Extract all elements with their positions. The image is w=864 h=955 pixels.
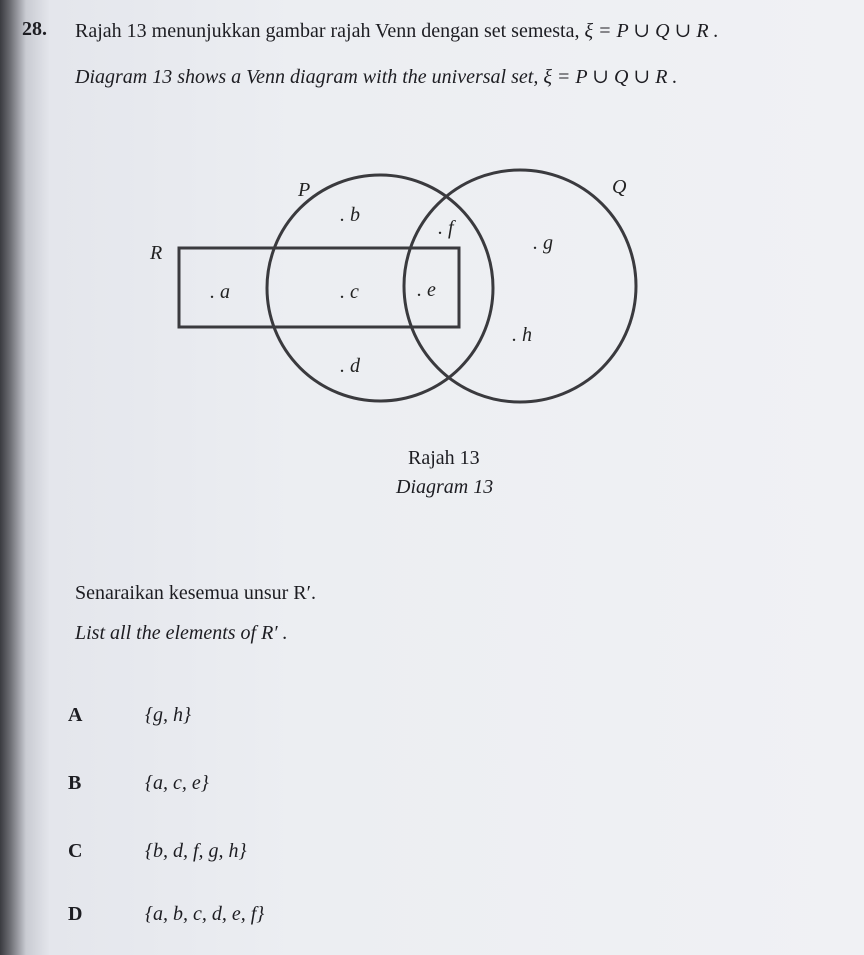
option-letter: B [68, 772, 82, 794]
element-c: . c [340, 281, 359, 303]
element-h: . h [512, 324, 532, 346]
venn-diagram [0, 0, 864, 460]
prompt-malay: Senaraikan kesemua unsur R′. [75, 582, 316, 604]
element-a: . a [210, 281, 230, 303]
label-q: Q [612, 176, 627, 198]
element-e: . e [417, 279, 436, 301]
option-text: {g, h} [145, 704, 191, 726]
option-text: {a, b, c, d, e, f} [145, 903, 265, 925]
option-letter: D [68, 903, 83, 925]
universal-set-formula: ξ = P ∪ Q ∪ R . [584, 20, 719, 42]
element-f: . f [438, 217, 454, 239]
option-text: {b, d, f, g, h} [145, 840, 247, 862]
set-q-circle [404, 170, 636, 402]
option-text: {a, c, e} [145, 772, 209, 794]
label-r: R [150, 242, 163, 264]
option-letter: A [68, 704, 83, 726]
element-d: . d [340, 355, 360, 377]
label-p: P [298, 179, 311, 201]
element-g: . g [533, 232, 553, 254]
caption-malay: Rajah 13 [408, 447, 480, 469]
malay-text: Rajah 13 menunjukkan gambar rajah Venn dengan set semesta, [75, 20, 580, 42]
caption-english: Diagram 13 [396, 476, 494, 498]
question-number: 28. [22, 18, 47, 40]
option-letter: C [68, 840, 83, 862]
prompt-english: List all the elements of R′ . [75, 622, 288, 644]
universal-set-formula-english: ξ = P ∪ Q ∪ R . [543, 66, 678, 88]
english-text: Diagram 13 shows a Venn diagram with the universal set, [75, 66, 539, 88]
element-b: . b [340, 204, 360, 226]
